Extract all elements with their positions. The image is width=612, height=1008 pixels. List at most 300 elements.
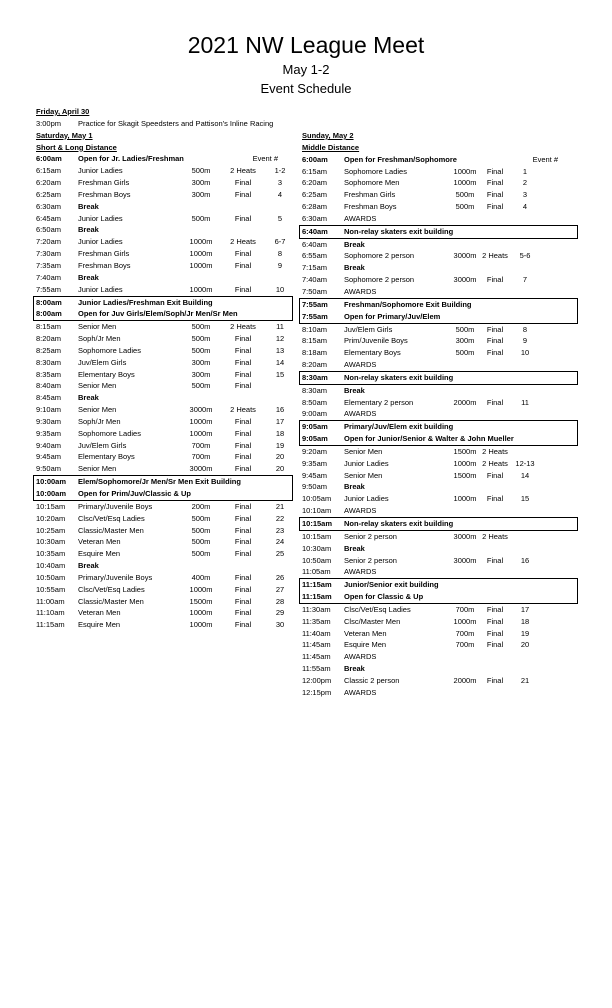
- heat-type-cell: Final: [486, 336, 504, 346]
- description-cell: Primary/Juvenile Boys: [78, 501, 153, 511]
- time-cell: 9:30am: [36, 416, 62, 426]
- event-number-cell: 9: [522, 336, 528, 346]
- event-number-cell: 23: [275, 525, 285, 535]
- open-header-row: [36, 153, 294, 165]
- description-cell: Junior Ladies: [344, 458, 389, 468]
- time-cell: 6:20am: [302, 178, 328, 188]
- distance-cell: 1000m: [189, 284, 213, 294]
- time-cell: 10:50am: [36, 572, 66, 582]
- header-label: Friday, April 30: [36, 107, 90, 116]
- heat-type-cell: Final: [234, 381, 252, 391]
- distance-cell: 1500m: [453, 470, 477, 480]
- time-cell: 8:50am: [302, 397, 328, 407]
- distance-cell: 500m: [191, 322, 211, 332]
- distance-cell: 300m: [455, 336, 475, 346]
- event-number-cell: 3: [277, 178, 283, 188]
- race-row: [302, 639, 577, 651]
- description-cell: Sophomore 2 person: [344, 275, 415, 285]
- time-cell: 6:25am: [302, 190, 328, 200]
- description-cell: Sophomore Ladies: [344, 166, 407, 176]
- race-row: [36, 619, 294, 631]
- race-row: [302, 335, 577, 347]
- heat-type-cell: Final: [486, 616, 504, 626]
- distance-cell: 1000m: [453, 178, 477, 188]
- time-cell: 10:50am: [302, 555, 332, 565]
- description-cell: Break: [344, 482, 365, 492]
- description-cell: Juv/Elem Girls: [78, 357, 127, 367]
- section-header-row: [302, 142, 577, 154]
- event-number-cell: 1-2: [274, 166, 286, 176]
- heat-type-cell: Final: [486, 324, 504, 334]
- race-row: [36, 463, 294, 475]
- heat-type-cell: Final: [486, 178, 504, 188]
- description-cell: Clsc/Vet/Esq Ladies: [344, 604, 411, 614]
- heat-type-cell: Final: [234, 501, 252, 511]
- heat-type-cell: Final: [234, 525, 252, 535]
- event-number-cell: 18: [520, 616, 530, 626]
- distance-cell: 300m: [191, 178, 211, 188]
- heat-type-cell: Final: [486, 555, 504, 565]
- description-cell: Break: [78, 272, 99, 282]
- description-cell: Classic/Master Men: [78, 596, 144, 606]
- description-cell: Elementary Boys: [344, 348, 401, 358]
- distance-cell: 500m: [191, 345, 211, 355]
- heat-type-cell: 2 Heats: [230, 237, 256, 247]
- description-cell: AWARDS: [344, 687, 377, 697]
- heat-type-cell: Final: [234, 178, 252, 188]
- time-cell: 8:20am: [302, 360, 328, 370]
- race-row: [36, 369, 294, 381]
- event-number-cell: 4: [522, 202, 528, 212]
- description-cell: Break: [78, 561, 99, 571]
- event-number-cell: 12: [275, 334, 285, 344]
- race-row: [36, 260, 294, 272]
- description-cell: Break: [344, 664, 365, 674]
- time-cell: 6:25am: [36, 189, 62, 199]
- description-cell: Sophomore Ladies: [78, 345, 141, 355]
- event-number-cell: 19: [275, 440, 285, 450]
- event-number-cell: 30: [275, 620, 285, 630]
- open-header-row: [302, 154, 577, 166]
- description-cell: Senior Men: [344, 446, 383, 456]
- time-cell: 6:40am: [302, 239, 328, 249]
- time-cell: 6:15am: [36, 166, 62, 176]
- distance-cell: 500m: [455, 324, 475, 334]
- time-cell: 10:35am: [36, 549, 66, 559]
- time-cell: 8:30am: [36, 357, 62, 367]
- time-cell: 8:40am: [36, 381, 62, 391]
- event-number-cell: 14: [520, 470, 530, 480]
- time-cell: 6:40am: [302, 226, 328, 236]
- event-number-cell: 3: [522, 190, 528, 200]
- time-cell: 10:25am: [36, 525, 66, 535]
- note-row: [302, 213, 577, 225]
- break-row: [36, 392, 294, 404]
- time-cell: 7:20am: [36, 237, 62, 247]
- heat-type-cell: Final: [486, 640, 504, 650]
- event-number-cell: 14: [275, 357, 285, 367]
- heat-type-cell: 2 Heats: [230, 166, 256, 176]
- distance-cell: 1000m: [189, 428, 213, 438]
- distance-cell: 500m: [191, 525, 211, 535]
- distance-cell: 300m: [191, 357, 211, 367]
- break-row: [302, 385, 577, 397]
- event-number-cell: 12-13: [515, 458, 535, 468]
- event-number-cell: 13: [275, 345, 285, 355]
- description-cell: Classic 2 person: [344, 675, 400, 685]
- time-cell: 11:05am: [302, 567, 331, 577]
- race-row: [36, 404, 294, 416]
- event-number-cell: 17: [275, 416, 285, 426]
- break-row: [302, 543, 577, 555]
- event-number-column-header: Event #: [532, 154, 558, 164]
- race-row: [36, 572, 294, 584]
- time-cell: 9:05am: [302, 422, 328, 432]
- event-number-cell: 6-7: [274, 237, 286, 247]
- event-number-cell: 18: [275, 428, 285, 438]
- description-cell: Break: [78, 393, 99, 403]
- description-cell: Elementary 2 person: [344, 397, 414, 407]
- time-cell: 6:00am: [36, 154, 62, 164]
- time-cell: 9:40am: [36, 440, 62, 450]
- time-cell: 10:15am: [302, 531, 332, 541]
- heat-type-cell: 2 Heats: [482, 251, 508, 261]
- race-row: [36, 501, 294, 513]
- time-cell: 7:55am: [302, 311, 328, 321]
- race-row: [36, 357, 294, 369]
- exit-building-row: [302, 421, 577, 433]
- distance-cell: 700m: [191, 452, 211, 462]
- description-cell: Junior Ladies/Freshman Exit Building: [78, 297, 213, 307]
- time-cell: 8:20am: [36, 334, 62, 344]
- exit-building-row: [302, 372, 577, 384]
- description-cell: AWARDS: [344, 213, 377, 223]
- exit-building-row: [302, 518, 577, 530]
- race-row: [302, 250, 577, 262]
- heat-type-cell: 2 Heats: [482, 458, 508, 468]
- distance-cell: 3000m: [453, 275, 477, 285]
- description-cell: Freshman Girls: [78, 178, 130, 188]
- note-row: [302, 566, 577, 578]
- header-label: Short & Long Distance: [36, 142, 117, 152]
- time-cell: 8:45am: [36, 393, 62, 403]
- heat-type-cell: Final: [234, 213, 252, 223]
- description-cell: AWARDS: [344, 506, 377, 516]
- heat-type-cell: Final: [486, 675, 504, 685]
- race-row: [36, 584, 294, 596]
- race-row: [302, 177, 577, 189]
- description-cell: Junior/Senior exit building: [344, 580, 439, 590]
- time-cell: 10:30am: [36, 537, 66, 547]
- event-number-cell: 20: [275, 452, 285, 462]
- exit-building-box: [299, 578, 578, 604]
- heat-type-cell: Final: [486, 190, 504, 200]
- distance-cell: 500m: [191, 549, 211, 559]
- distance-cell: 500m: [191, 513, 211, 523]
- time-cell: 8:35am: [36, 369, 62, 379]
- description-cell: Sophomore Men: [344, 178, 400, 188]
- time-cell: 9:20am: [302, 446, 328, 456]
- event-number-cell: 21: [275, 501, 285, 511]
- time-cell: 9:00am: [302, 409, 328, 419]
- description-cell: Prim/Juvenile Boys: [344, 336, 408, 346]
- race-row: [36, 548, 294, 560]
- description-cell: Freshman Boys: [78, 189, 131, 199]
- time-cell: 9:35am: [302, 458, 328, 468]
- break-row: [36, 224, 294, 236]
- race-row: [302, 397, 577, 409]
- description-cell: Clsc/Master Men: [344, 616, 401, 626]
- section-header-row: [36, 106, 294, 118]
- description-cell: Primary/Juvenile Boys: [78, 572, 153, 582]
- description-cell: Sophomore Ladies: [78, 428, 141, 438]
- exit-building-box: [299, 371, 578, 385]
- description-cell: Junior Ladies: [78, 213, 123, 223]
- heat-type-cell: 2 Heats: [230, 322, 256, 332]
- description-cell: Senior 2 person: [344, 531, 397, 541]
- description-cell: Senior Men: [78, 322, 117, 332]
- description-cell: Open for Juv Girls/Elem/Soph/Jr Men/Sr Men: [78, 309, 238, 319]
- race-row: [36, 165, 294, 177]
- time-cell: 12:15pm: [302, 687, 332, 697]
- race-row: [302, 458, 577, 470]
- race-row: [36, 440, 294, 452]
- event-number-cell: 28: [275, 596, 285, 606]
- event-number-cell: 16: [520, 555, 530, 565]
- time-cell: 6:28am: [302, 202, 328, 212]
- description-cell: Juv/Elem Girls: [344, 324, 393, 334]
- distance-cell: 1000m: [189, 620, 213, 630]
- note-row: [302, 651, 577, 663]
- note-row: [302, 359, 577, 371]
- distance-cell: 3000m: [189, 464, 213, 474]
- description-cell: Esquire Men: [78, 549, 121, 559]
- time-cell: 7:50am: [302, 286, 328, 296]
- time-cell: 10:30am: [302, 543, 332, 553]
- distance-cell: 500m: [455, 202, 475, 212]
- distance-cell: 2000m: [453, 675, 477, 685]
- description-cell: Veteran Men: [78, 537, 121, 547]
- description-cell: Open for Primary/Juv/Elem: [344, 311, 441, 321]
- description-cell: AWARDS: [344, 652, 377, 662]
- heat-type-cell: Final: [234, 345, 252, 355]
- race-row: [36, 189, 294, 201]
- exit-building-row: [302, 226, 577, 238]
- time-cell: 9:35am: [36, 428, 62, 438]
- distance-cell: 3000m: [189, 405, 213, 415]
- exit-building-row: [302, 433, 577, 445]
- heat-type-cell: Final: [234, 584, 252, 594]
- time-cell: 11:45am: [302, 640, 331, 650]
- time-cell: 3:00pm: [36, 118, 62, 128]
- exit-building-row: [36, 297, 292, 309]
- time-cell: 8:00am: [36, 297, 62, 307]
- description-cell: Esquire Men: [344, 640, 387, 650]
- description-cell: Senior Men: [344, 470, 383, 480]
- description-cell: Non-relay skaters exit building: [344, 226, 454, 236]
- race-row: [36, 177, 294, 189]
- heat-type-cell: Final: [486, 275, 504, 285]
- exit-building-box: [33, 296, 293, 322]
- description-cell: Veteran Men: [78, 608, 121, 618]
- break-row: [36, 272, 294, 284]
- time-cell: 7:15am: [302, 263, 328, 273]
- time-cell: 12:00pm: [302, 675, 332, 685]
- description-cell: Esquire Men: [78, 620, 121, 630]
- description-cell: Freshman Girls: [344, 190, 396, 200]
- distance-cell: 1000m: [189, 608, 213, 618]
- heat-type-cell: Final: [234, 608, 252, 618]
- distance-cell: 300m: [191, 189, 211, 199]
- saturday-schedule-column: [36, 106, 294, 631]
- break-row: [302, 481, 577, 493]
- distance-cell: 400m: [191, 572, 211, 582]
- race-row: [36, 607, 294, 619]
- distance-cell: 1000m: [189, 237, 213, 247]
- race-row: [302, 201, 577, 213]
- time-cell: 7:35am: [36, 260, 62, 270]
- distance-cell: 3000m: [453, 251, 477, 261]
- heat-type-cell: Final: [234, 189, 252, 199]
- time-cell: 7:55am: [36, 284, 62, 294]
- heat-type-cell: Final: [486, 470, 504, 480]
- description-cell: Sophomore 2 person: [344, 251, 415, 261]
- description-cell: Senior 2 person: [344, 555, 397, 565]
- description-cell: Non-relay skaters exit building: [344, 519, 454, 528]
- exit-building-row: [302, 591, 577, 603]
- event-number-cell: 1: [522, 166, 528, 176]
- time-cell: 7:40am: [36, 272, 62, 282]
- exit-building-row: [36, 476, 292, 488]
- distance-cell: 1000m: [189, 260, 213, 270]
- heat-type-cell: 2 Heats: [482, 531, 508, 541]
- event-number-cell: 9: [277, 260, 283, 270]
- description-cell: Clsc/Vet/Esq Ladies: [78, 513, 145, 523]
- time-cell: 8:30am: [302, 385, 328, 395]
- description-cell: AWARDS: [344, 567, 377, 577]
- distance-cell: 1000m: [453, 616, 477, 626]
- time-cell: 10:05am: [302, 494, 332, 504]
- heat-type-cell: 2 Heats: [230, 405, 256, 415]
- exit-building-box: [33, 475, 293, 501]
- time-cell: 9:45am: [36, 452, 62, 462]
- race-row: [302, 628, 577, 640]
- section-header-row: [36, 130, 294, 142]
- time-cell: 11:10am: [36, 608, 65, 618]
- event-number-cell: 2: [522, 178, 528, 188]
- heat-type-cell: Final: [234, 620, 252, 630]
- break-row: [36, 201, 294, 213]
- time-cell: 7:55am: [302, 299, 328, 309]
- event-number-cell: 27: [275, 584, 285, 594]
- description-cell: AWARDS: [344, 409, 377, 419]
- time-cell: 10:40am: [36, 561, 66, 571]
- race-row: [302, 324, 577, 336]
- time-cell: 10:10am: [302, 506, 332, 516]
- distance-cell: 1500m: [189, 596, 213, 606]
- event-number-cell: 16: [275, 405, 285, 415]
- event-number-cell: 7: [522, 275, 528, 285]
- time-cell: 9:05am: [302, 434, 328, 444]
- sunday-schedule-column: [302, 130, 577, 699]
- event-number-cell: 15: [520, 494, 530, 504]
- time-cell: 6:00am: [302, 154, 328, 164]
- time-cell: 6:20am: [36, 178, 62, 188]
- time-cell: 8:30am: [302, 372, 328, 382]
- heat-type-cell: Final: [234, 416, 252, 426]
- heat-type-cell: Final: [234, 440, 252, 450]
- distance-cell: 500m: [191, 334, 211, 344]
- description-cell: AWARDS: [344, 286, 377, 296]
- description-cell: Junior Ladies: [78, 284, 123, 294]
- race-row: [302, 675, 577, 687]
- race-row: [36, 513, 294, 525]
- exit-building-box: [299, 225, 578, 239]
- break-row: [302, 663, 577, 675]
- race-row: [302, 166, 577, 178]
- description-cell: Juv/Elem Girls: [78, 440, 127, 450]
- time-cell: 11:15am: [36, 620, 65, 630]
- event-number-cell: 10: [520, 348, 530, 358]
- description-cell: Elementary Boys: [78, 369, 135, 379]
- heat-type-cell: Final: [234, 369, 252, 379]
- break-row: [302, 262, 577, 274]
- heat-type-cell: Final: [234, 537, 252, 547]
- time-cell: 8:25am: [36, 345, 62, 355]
- event-number-cell: 21: [520, 675, 530, 685]
- event-number-cell: 17: [520, 604, 530, 614]
- distance-cell: 700m: [455, 640, 475, 650]
- distance-cell: 500m: [191, 213, 211, 223]
- distance-cell: 1000m: [189, 416, 213, 426]
- time-cell: 9:10am: [36, 405, 62, 415]
- race-row: [36, 416, 294, 428]
- heat-type-cell: Final: [234, 513, 252, 523]
- description-cell: Elem/Sophomore/Jr Men/Sr Men Exit Building: [78, 477, 241, 487]
- description-cell: Break: [344, 239, 365, 249]
- description-cell: Junior Ladies: [344, 494, 389, 504]
- time-cell: 6:30am: [36, 201, 62, 211]
- time-cell: 9:50am: [36, 464, 62, 474]
- distance-cell: 700m: [455, 604, 475, 614]
- race-row: [302, 446, 577, 458]
- event-number-cell: 8: [522, 324, 528, 334]
- race-row: [302, 604, 577, 616]
- description-cell: Freshman Boys: [344, 202, 397, 212]
- race-row: [36, 321, 294, 333]
- time-cell: 8:00am: [36, 309, 62, 319]
- description-cell: Elementary Boys: [78, 452, 135, 462]
- heat-type-cell: Final: [234, 260, 252, 270]
- distance-cell: 1000m: [453, 166, 477, 176]
- heat-type-cell: Final: [234, 596, 252, 606]
- description-cell: Soph/Jr Men: [78, 334, 121, 344]
- exit-building-row: [36, 308, 292, 320]
- race-row: [36, 236, 294, 248]
- description-cell: Junior Ladies: [78, 166, 123, 176]
- race-row: [36, 380, 294, 392]
- description-cell: Senior Men: [78, 405, 117, 415]
- race-row: [302, 555, 577, 567]
- race-row: [302, 274, 577, 286]
- exit-building-row: [302, 311, 577, 323]
- exit-building-box: [299, 517, 578, 531]
- time-cell: 10:00am: [36, 477, 67, 487]
- time-cell: 8:18am: [302, 348, 328, 358]
- heat-type-cell: Final: [234, 549, 252, 559]
- description-cell: Break: [78, 201, 99, 211]
- event-number-column-header: Event #: [252, 154, 278, 164]
